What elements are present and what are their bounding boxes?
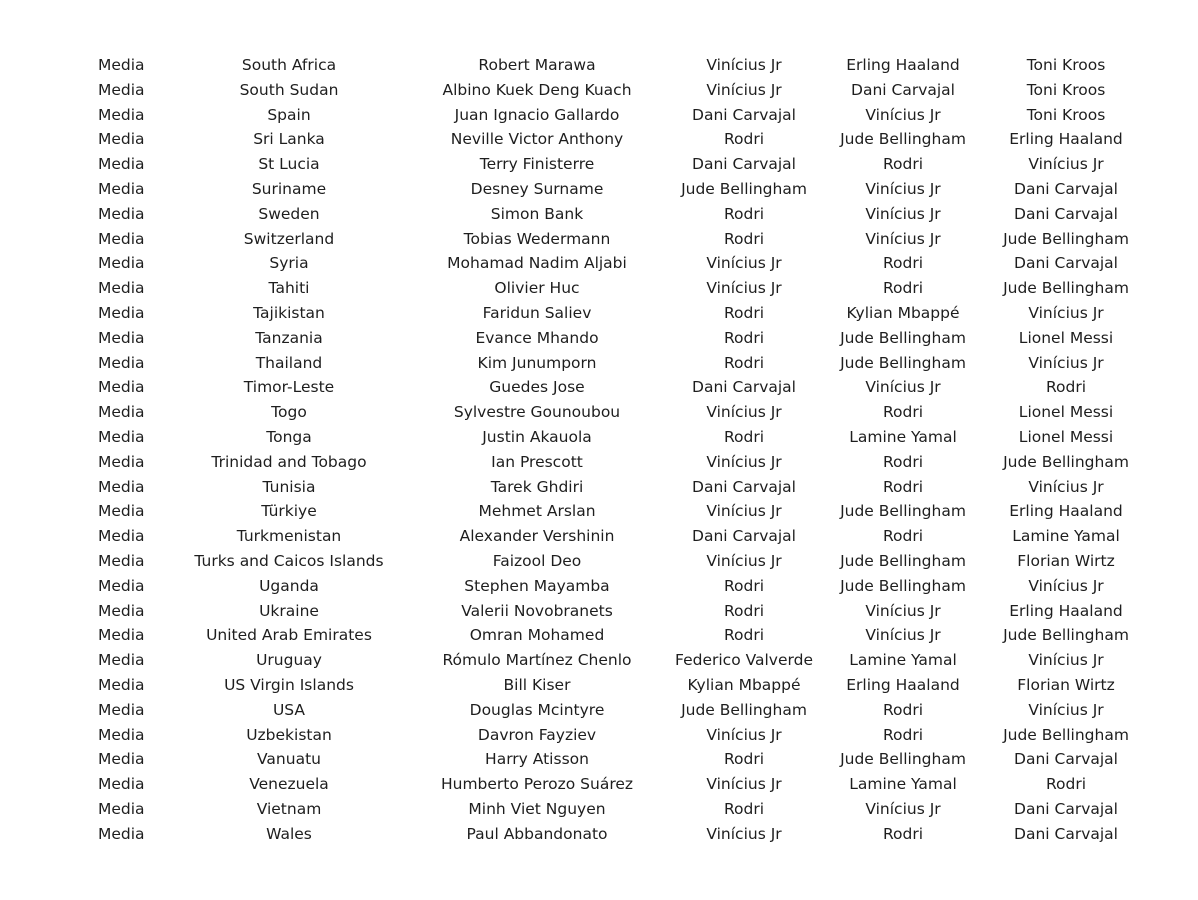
third-choice-cell: Toni Kroos [1026,56,1106,74]
voter-category-cell: Media [98,452,145,471]
table-row [0,152,1198,177]
table-row [0,326,1198,351]
first-choice-cell: Dani Carvajal [692,527,796,546]
first-choice-cell: Vinícius Jr [706,254,782,273]
second-choice-cell: Jude Bellingham [840,576,966,595]
third-choice-cell: Dani Carvajal [1014,254,1118,273]
country-cell: Wales [266,824,312,843]
second-choice-cell: Dani Carvajal [851,80,955,99]
first-choice-cell: Vinícius Jr [706,279,782,298]
voter-category-cell: Media [98,750,145,769]
voter-name-cell: Stephen Mayamba [464,576,610,595]
first-choice-cell: Rodri [723,626,765,645]
voter-name-cell: Humberto Perozo Suárez [440,775,634,794]
table-row [0,351,1198,376]
voter-name-cell: Tobias Wedermann [463,229,611,248]
voter-name-cell: Valerii Novobranets [461,601,613,620]
voter-category-cell: Media [98,651,145,670]
table-row [0,599,1198,624]
second-choice-cell: Jude Bellingham [840,750,966,769]
second-choice-cell: Vinícius Jr [865,204,941,223]
table-row [0,53,1198,78]
second-choice-cell: Rodri [882,700,924,719]
third-choice-cell: Vinícius Jr [1028,700,1104,719]
third-choice-cell: Florian Wirtz [1017,675,1115,694]
voter-category-cell: Media [98,105,145,124]
first-choice-cell: Vinícius Jr [706,824,782,843]
voter-name-cell: Tarek Ghdiri [490,477,584,496]
third-choice-cell: Rodri [1045,775,1087,794]
country-cell: Vanuatu [257,750,321,769]
first-choice-cell: Kylian Mbappé [687,675,801,694]
country-cell: South Africa [241,56,337,74]
second-choice-cell: Vinícius Jr [865,229,941,248]
table-row [0,797,1198,822]
country-cell: Spain [267,105,311,124]
voter-category-cell: Media [98,775,145,794]
table-row [0,822,1198,847]
first-choice-cell: Vinícius Jr [706,403,782,422]
voter-name-cell: Neville Victor Anthony [450,130,624,149]
third-choice-cell: Vinícius Jr [1028,477,1104,496]
voter-name-cell: Ian Prescott [491,452,583,471]
voter-name-cell: Desney Surname [470,179,604,198]
voter-category-cell: Media [98,626,145,645]
voter-name-cell: Davron Fayziev [477,725,597,744]
voter-category-cell: Media [98,799,145,818]
second-choice-cell: Lamine Yamal [849,651,957,670]
country-cell: Uzbekistan [246,725,332,744]
country-cell: Vietnam [256,799,322,818]
first-choice-cell: Rodri [723,750,765,769]
country-cell: Suriname [251,179,327,198]
voter-category-cell: Media [98,403,145,422]
first-choice-cell: Dani Carvajal [692,477,796,496]
second-choice-cell: Vinícius Jr [865,378,941,397]
third-choice-cell: Vinícius Jr [1028,303,1104,322]
voter-name-cell: Albino Kuek Deng Kuach [442,80,632,99]
table-row [0,177,1198,202]
first-choice-cell: Vinícius Jr [706,502,782,521]
third-choice-cell: Dani Carvajal [1014,204,1118,223]
voter-name-cell: Simon Bank [490,204,584,223]
voter-name-cell: Evance Mhando [475,328,599,347]
second-choice-cell: Jude Bellingham [840,551,966,570]
country-cell: Uruguay [256,651,322,670]
voter-category-cell: Media [98,725,145,744]
first-choice-cell: Rodri [723,427,765,446]
country-cell: Tunisia [262,477,316,496]
voter-category-cell: Media [98,576,145,595]
second-choice-cell: Erling Haaland [846,56,960,74]
voter-name-cell: Juan Ignacio Gallardo [454,105,620,124]
second-choice-cell: Jude Bellingham [840,502,966,521]
second-choice-cell: Vinícius Jr [865,105,941,124]
country-cell: St Lucia [258,155,320,174]
voter-category-cell: Media [98,179,145,198]
first-choice-cell: Vinícius Jr [706,80,782,99]
voter-name-cell: Sylvestre Gounoubou [453,403,621,422]
first-choice-cell: Federico Valverde [675,651,813,670]
table-row [0,251,1198,276]
first-choice-cell: Rodri [723,353,765,372]
country-cell: Türkiye [261,502,317,521]
third-choice-cell: Jude Bellingham [1003,452,1129,471]
third-choice-cell: Jude Bellingham [1003,229,1129,248]
second-choice-cell: Lamine Yamal [849,427,957,446]
voter-name-cell: Douglas Mcintyre [469,700,605,719]
country-cell: Togo [271,403,307,422]
voter-name-cell: Omran Mohamed [469,626,605,645]
second-choice-cell: Rodri [882,403,924,422]
table-row [0,103,1198,128]
second-choice-cell: Rodri [882,527,924,546]
third-choice-cell: Toni Kroos [1026,80,1106,99]
second-choice-cell: Kylian Mbappé [846,303,960,322]
second-choice-cell: Rodri [882,725,924,744]
first-choice-cell: Rodri [723,799,765,818]
third-choice-cell: Jude Bellingham [1003,626,1129,645]
table-row [0,648,1198,673]
voter-name-cell: Guedes Jose [489,378,585,397]
third-choice-cell: Erling Haaland [1009,601,1123,620]
country-cell: Tanzania [255,328,323,347]
country-cell: Tonga [266,427,312,446]
voter-name-cell: Rómulo Martínez Chenlo [442,651,632,670]
third-choice-cell: Lamine Yamal [1012,527,1120,546]
second-choice-cell: Erling Haaland [846,675,960,694]
second-choice-cell: Rodri [882,254,924,273]
voter-category-cell: Media [98,279,145,298]
table-row [0,623,1198,648]
country-cell: Sweden [258,204,320,223]
table-row [0,673,1198,698]
voter-name-cell: Paul Abbandonato [466,824,608,843]
voter-name-cell: Harry Atisson [485,750,589,769]
voter-category-cell: Media [98,204,145,223]
country-cell: Tajikistan [253,303,325,322]
voter-category-cell: Media [98,824,145,843]
second-choice-cell: Rodri [882,279,924,298]
country-cell: Tahiti [268,279,310,298]
table-row [0,772,1198,797]
voter-category-cell: Media [98,477,145,496]
table-row [0,425,1198,450]
table-row [0,202,1198,227]
third-choice-cell: Vinícius Jr [1028,353,1104,372]
country-cell: Venezuela [249,775,329,794]
voter-name-cell: Olivier Huc [494,279,580,298]
first-choice-cell: Rodri [723,130,765,149]
second-choice-cell: Rodri [882,824,924,843]
voter-category-cell: Media [98,675,145,694]
first-choice-cell: Rodri [723,576,765,595]
first-choice-cell: Rodri [723,229,765,248]
voter-category-cell: Media [98,427,145,446]
first-choice-cell: Vinícius Jr [706,56,782,74]
voter-category-cell: Media [98,130,145,149]
voter-category-cell: Media [98,56,145,74]
first-choice-cell: Vinícius Jr [706,775,782,794]
voter-name-cell: Kim Junumporn [477,353,597,372]
voter-category-cell: Media [98,303,145,322]
first-choice-cell: Jude Bellingham [681,179,807,198]
first-choice-cell: Vinícius Jr [706,452,782,471]
country-cell: USA [272,700,306,719]
first-choice-cell: Dani Carvajal [692,105,796,124]
third-choice-cell: Dani Carvajal [1014,824,1118,843]
second-choice-cell: Vinícius Jr [865,626,941,645]
voter-category-cell: Media [98,254,145,273]
voter-category-cell: Media [98,502,145,521]
second-choice-cell: Jude Bellingham [840,328,966,347]
first-choice-cell: Dani Carvajal [692,378,796,397]
third-choice-cell: Rodri [1045,378,1087,397]
first-choice-cell: Dani Carvajal [692,155,796,174]
voter-name-cell: Faridun Saliev [482,303,592,322]
voter-category-cell: Media [98,80,145,99]
first-choice-cell: Jude Bellingham [681,700,807,719]
voter-name-cell: Mehmet Arslan [478,502,596,521]
table-row [0,698,1198,723]
voter-category-cell: Media [98,155,145,174]
country-cell: United Arab Emirates [206,626,372,645]
voter-category-cell: Media [98,601,145,620]
voter-name-cell: Faizool Deo [492,551,582,570]
country-cell: US Virgin Islands [224,675,354,694]
voter-category-cell: Media [98,353,145,372]
third-choice-cell: Erling Haaland [1009,130,1123,149]
voter-name-cell: Mohamad Nadim Aljabi [447,254,627,273]
third-choice-cell: Vinícius Jr [1028,651,1104,670]
first-choice-cell: Rodri [723,204,765,223]
first-choice-cell: Rodri [723,303,765,322]
third-choice-cell: Dani Carvajal [1014,799,1118,818]
table-row [0,400,1198,425]
table-row [0,450,1198,475]
first-choice-cell: Rodri [723,328,765,347]
votes-table [0,53,1198,847]
country-cell: Uganda [259,576,319,595]
table-row [0,747,1198,772]
country-cell: Ukraine [259,601,319,620]
voter-category-cell: Media [98,229,145,248]
table-row [0,276,1198,301]
second-choice-cell: Vinícius Jr [865,179,941,198]
third-choice-cell: Erling Haaland [1009,502,1123,521]
country-cell: Turks and Caicos Islands [194,551,384,570]
second-choice-cell: Vinícius Jr [865,601,941,620]
table-row [0,524,1198,549]
table-row [0,574,1198,599]
second-choice-cell: Rodri [882,155,924,174]
voter-name-cell: Justin Akauola [482,427,592,446]
voter-name-cell: Alexander Vershinin [459,527,615,546]
third-choice-cell: Jude Bellingham [1003,279,1129,298]
country-cell: Thailand [255,353,323,372]
country-cell: Sri Lanka [253,130,325,149]
table-row [0,499,1198,524]
table-row [0,475,1198,500]
voter-name-cell: Minh Viet Nguyen [468,799,606,818]
voter-category-cell: Media [98,551,145,570]
table-row [0,375,1198,400]
third-choice-cell: Vinícius Jr [1028,155,1104,174]
country-cell: Syria [269,254,309,273]
third-choice-cell: Dani Carvajal [1014,179,1118,198]
table-row [0,227,1198,252]
table-row [0,78,1198,103]
third-choice-cell: Toni Kroos [1026,105,1106,124]
third-choice-cell: Dani Carvajal [1014,750,1118,769]
second-choice-cell: Lamine Yamal [849,775,957,794]
country-cell: Switzerland [243,229,335,248]
voter-category-cell: Media [98,378,145,397]
voter-name-cell: Terry Finisterre [479,155,595,174]
table-row [0,723,1198,748]
second-choice-cell: Vinícius Jr [865,799,941,818]
voter-category-cell: Media [98,527,145,546]
second-choice-cell: Jude Bellingham [840,353,966,372]
table-row [0,549,1198,574]
third-choice-cell: Lionel Messi [1018,328,1114,347]
third-choice-cell: Vinícius Jr [1028,576,1104,595]
second-choice-cell: Jude Bellingham [840,130,966,149]
country-cell: Turkmenistan [236,527,342,546]
table-row [0,301,1198,326]
table-row [0,127,1198,152]
first-choice-cell: Vinícius Jr [706,551,782,570]
third-choice-cell: Lionel Messi [1018,427,1114,446]
third-choice-cell: Jude Bellingham [1003,725,1129,744]
second-choice-cell: Rodri [882,477,924,496]
voter-name-cell: Bill Kiser [503,675,571,694]
country-cell: Trinidad and Tobago [211,452,367,471]
voter-name-cell: Robert Marawa [478,56,596,74]
third-choice-cell: Florian Wirtz [1017,551,1115,570]
third-choice-cell: Lionel Messi [1018,403,1114,422]
country-cell: Timor-Leste [243,378,335,397]
voter-category-cell: Media [98,700,145,719]
country-cell: South Sudan [239,80,339,99]
first-choice-cell: Vinícius Jr [706,725,782,744]
first-choice-cell: Rodri [723,601,765,620]
second-choice-cell: Rodri [882,452,924,471]
voter-category-cell: Media [98,328,145,347]
